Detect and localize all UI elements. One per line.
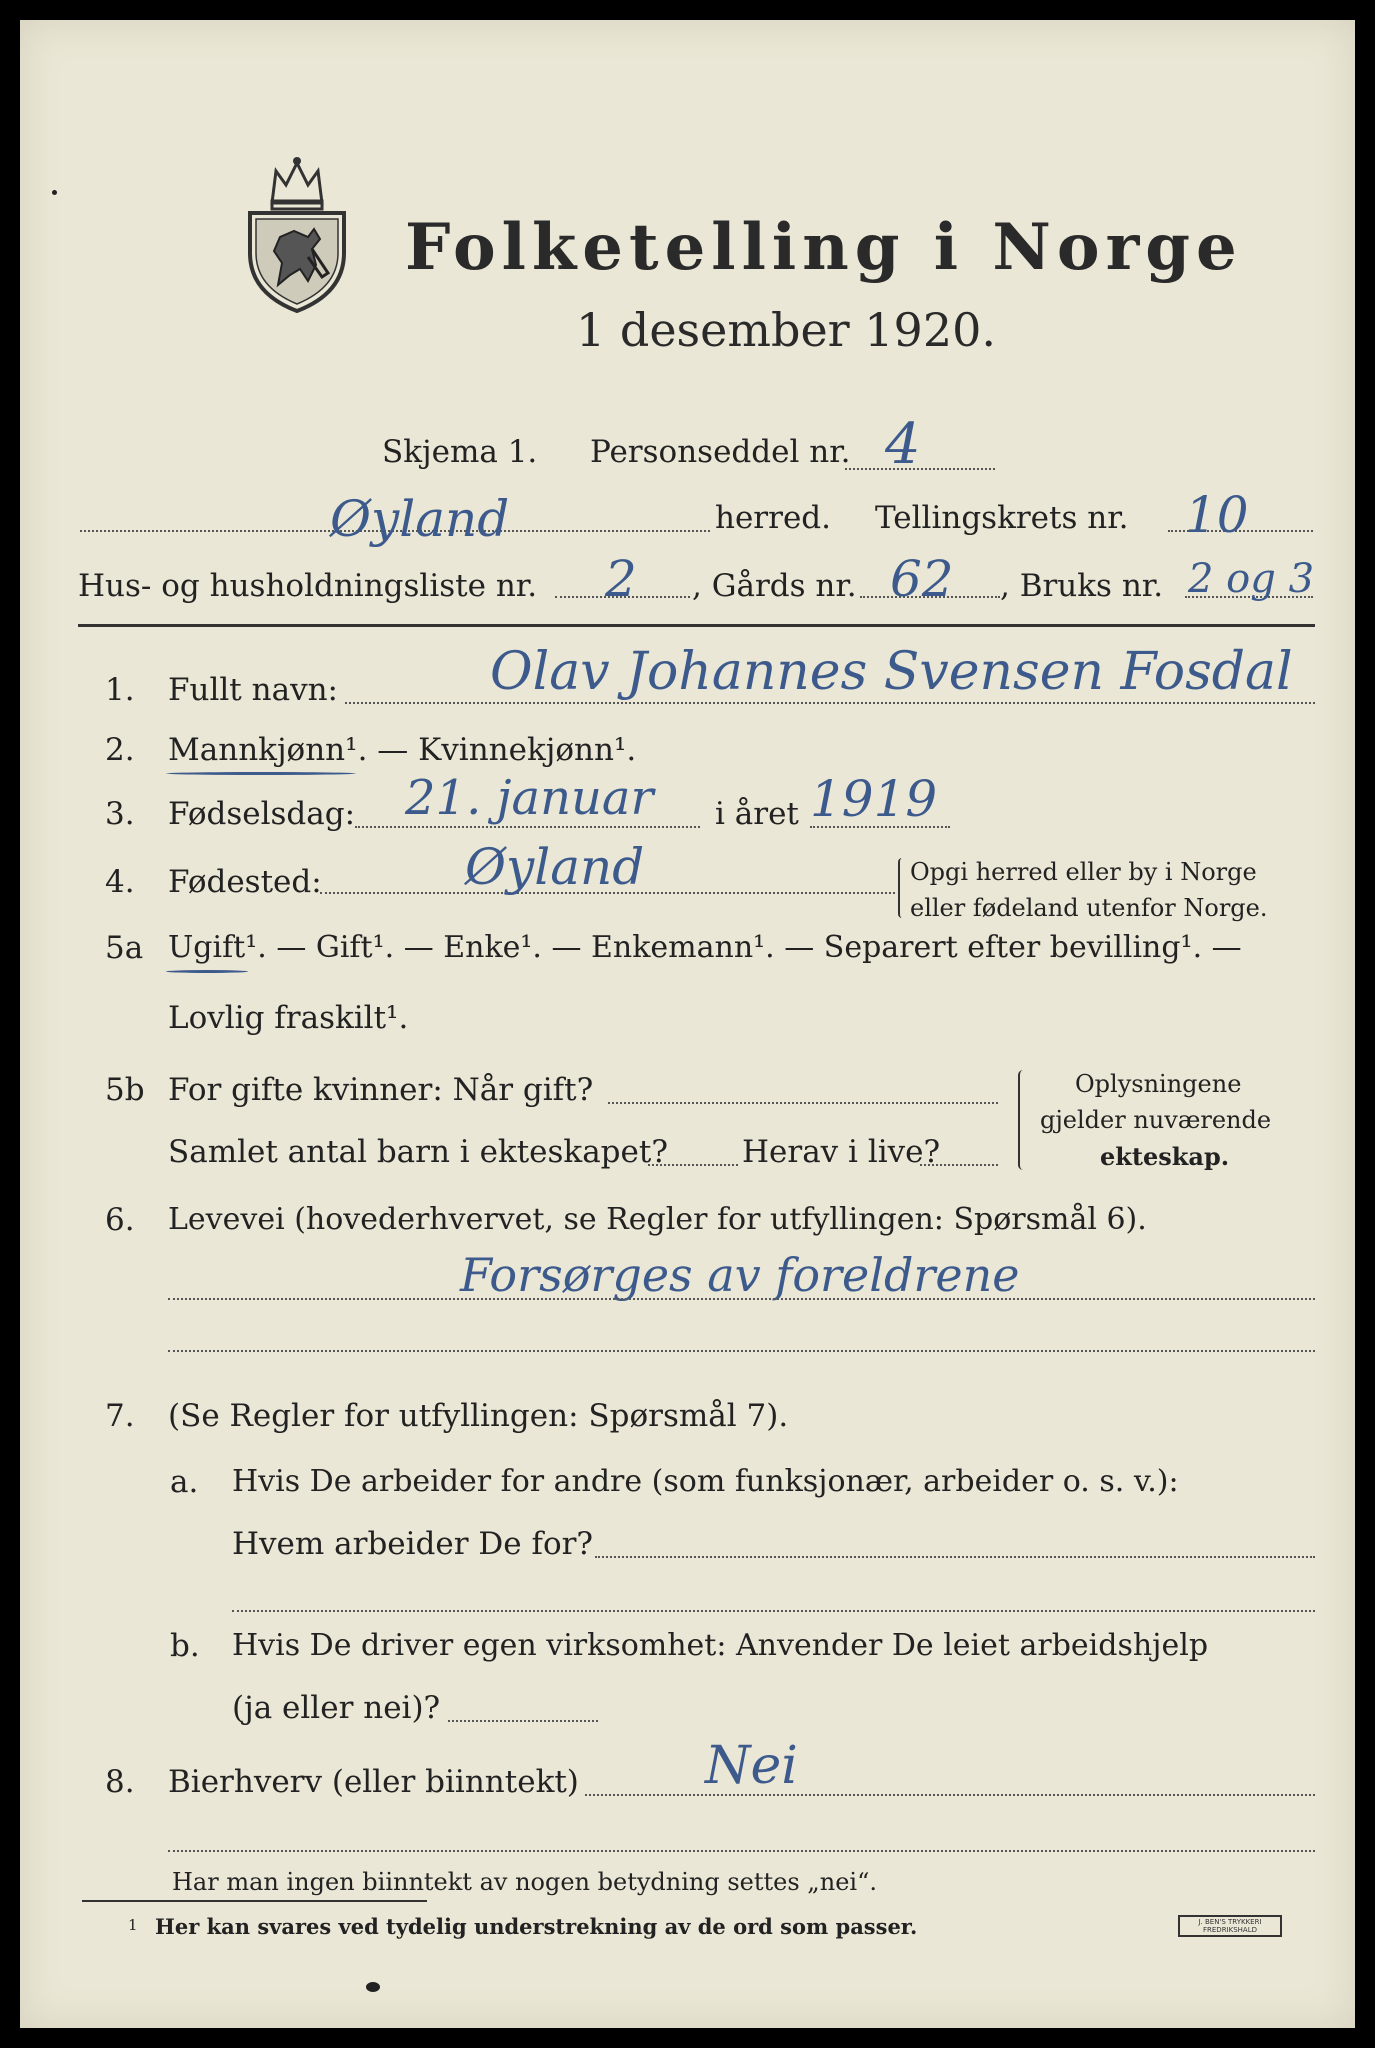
q7a-line2: Hvem arbeider De for? xyxy=(232,1526,594,1562)
herred-label: herred. xyxy=(715,500,831,536)
q3-line xyxy=(355,826,700,828)
tellingskrets-label: Tellingskrets nr. xyxy=(875,500,1129,536)
q7a-letter: a. xyxy=(170,1464,199,1500)
q6-line-1 xyxy=(168,1298,1315,1300)
q5b-note-line2: gjelder nuværende xyxy=(1040,1106,1272,1134)
footnote-text: Her kan svares ved tydelig understrekning av de ord som passer. xyxy=(155,1914,918,1939)
ink-spot xyxy=(366,1982,380,1992)
q3-value: 21. januar xyxy=(405,770,654,826)
q7a-line1: Hvis De arbeider for andre (som funksjonær, arbeider o. s. v.): xyxy=(232,1464,1179,1499)
header-divider xyxy=(78,624,1315,627)
q4-note-brace xyxy=(898,858,906,918)
q5b-line1: For gifte kvinner: Når gift? xyxy=(168,1072,594,1108)
q8-number: 8. xyxy=(105,1764,135,1800)
q5b-married-line xyxy=(608,1102,998,1104)
q4-number: 4. xyxy=(105,864,135,900)
gards-label: , Gårds nr. xyxy=(692,568,857,604)
bruks-label: , Bruks nr. xyxy=(1000,568,1164,604)
personseddel-label: Personseddel nr. xyxy=(590,434,851,470)
q5b-line2b: Herav i live? xyxy=(742,1134,941,1170)
footnote-divider xyxy=(82,1900,427,1902)
q4-note-line1: Opgi herred eller by i Norge xyxy=(910,858,1257,886)
hus-label: Hus- og husholdningsliste nr. xyxy=(78,568,538,604)
census-date: 1 desember 1920. xyxy=(576,303,996,357)
q4-label: Fødested: xyxy=(168,864,322,900)
q5b-number: 5b xyxy=(105,1072,145,1108)
tellingskrets-value: 10 xyxy=(1185,486,1249,544)
q5b-note-line1: Oplysningene xyxy=(1075,1070,1242,1098)
q3-year-value: 1919 xyxy=(810,770,938,828)
q6-number: 6. xyxy=(105,1202,135,1238)
q8-line-2 xyxy=(168,1850,1315,1852)
q8-line xyxy=(585,1794,1315,1796)
q7b-answer-line xyxy=(448,1720,598,1722)
coat-of-arms-icon xyxy=(242,153,352,313)
q2-number: 2. xyxy=(105,732,135,768)
q1-value: Olav Johannes Svensen Fosdal xyxy=(490,642,1293,702)
q1-number: 1. xyxy=(105,672,135,708)
q5a-options-line2: Lovlig fraskilt¹. xyxy=(168,1000,409,1036)
q3-number: 3. xyxy=(105,796,135,832)
herred-value: Øyland xyxy=(330,490,510,548)
q2-underline-mannkjonn xyxy=(166,772,356,775)
q8-label: Bierhverv (eller biinntekt) xyxy=(168,1764,579,1800)
footnote-marker: 1 xyxy=(128,1916,138,1934)
page-title: Folketelling i Norge xyxy=(405,210,1243,285)
q5b-note-brace xyxy=(1018,1070,1028,1170)
q6-line-2 xyxy=(168,1350,1315,1352)
q3-label: Fødselsdag: xyxy=(168,796,356,832)
q5a-underline-ugift xyxy=(166,970,248,973)
skjema-label: Skjema 1. xyxy=(382,434,538,470)
q7-label: (Se Regler for utfyllingen: Spørsmål 7). xyxy=(168,1398,789,1434)
q3-year-label: i året xyxy=(715,796,799,832)
q1-label: Fullt navn: xyxy=(168,672,338,708)
q5a-options: Ugift¹. — Gift¹. — Enke¹. — Enkemann¹. — Separert efter bevilling¹. — xyxy=(168,930,1242,965)
q5a-number: 5a xyxy=(105,930,144,966)
q8-note: Har man ingen biinntekt av nogen betydning settes „nei“. xyxy=(172,1868,877,1896)
bruks-value: 2 og 3 xyxy=(1188,556,1315,602)
q1-line xyxy=(345,702,1315,704)
q5b-children-line xyxy=(648,1164,738,1166)
q5b-alive-line xyxy=(920,1164,998,1166)
q5b-note-line3: ekteskap. xyxy=(1100,1142,1230,1171)
q6-value: Forsørges av foreldrene xyxy=(460,1248,1020,1302)
q7a-employer-line-2 xyxy=(232,1610,1315,1612)
q5b-line2a: Samlet antal barn i ekteskapet? xyxy=(168,1134,668,1170)
q7b-letter: b. xyxy=(170,1628,200,1664)
q4-value: Øyland xyxy=(465,838,645,896)
q6-label: Levevei (hovederhvervet, se Regler for utfyllingen: Spørsmål 6). xyxy=(168,1202,1147,1237)
printer-stamp: J. BEN'S TRYKKERI FREDRIKSHALD xyxy=(1178,1915,1282,1937)
q8-value: Nei xyxy=(705,1736,798,1796)
q7-number: 7. xyxy=(105,1398,135,1434)
q7b-line2: (ja eller nei)? xyxy=(232,1690,441,1726)
q4-note-line2: eller fødeland utenfor Norge. xyxy=(910,894,1268,922)
census-form-sheet xyxy=(20,20,1355,2028)
q7b-line1: Hvis De driver egen virksomhet: Anvender De leiet arbeidshjelp xyxy=(232,1628,1209,1663)
q7a-employer-line xyxy=(595,1556,1315,1558)
gards-value: 62 xyxy=(890,550,954,608)
q2-label: Mannkjønn¹. — Kvinnekjønn¹. xyxy=(168,732,637,768)
personseddel-value: 4 xyxy=(885,412,921,477)
ink-dot xyxy=(52,190,57,195)
hus-value: 2 xyxy=(605,550,637,608)
